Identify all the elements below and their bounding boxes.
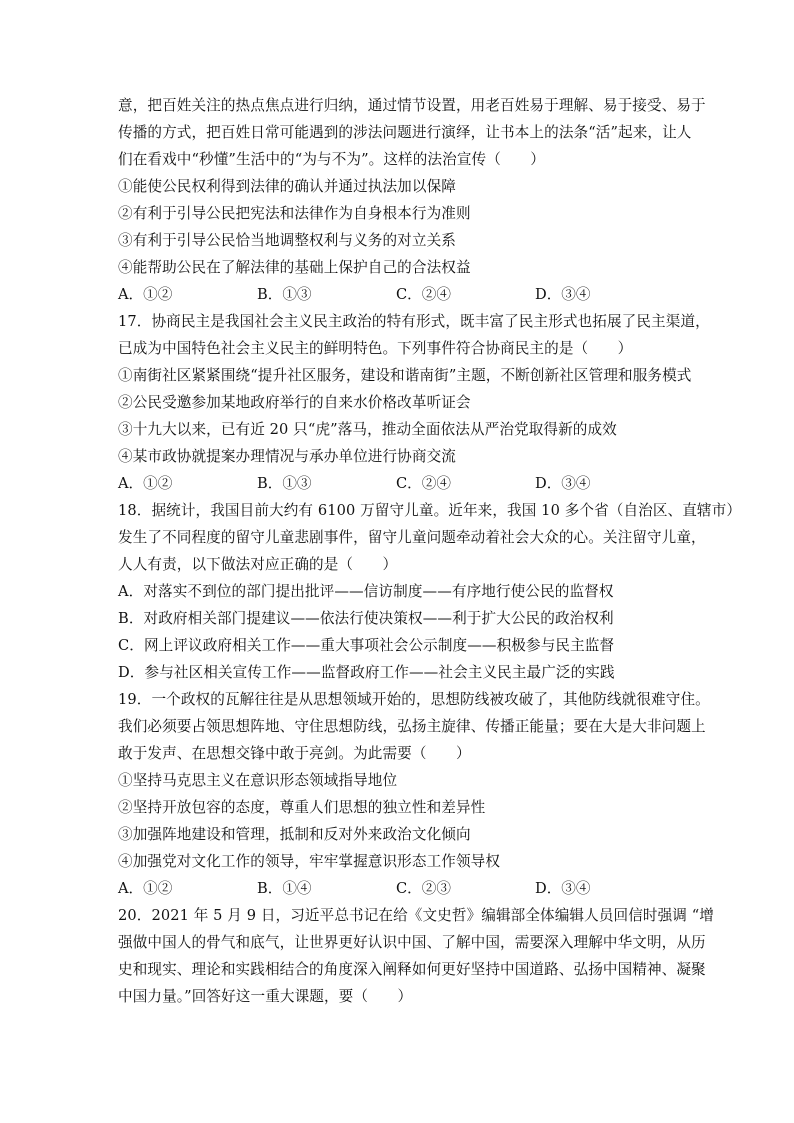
question-19 xyxy=(118,686,710,902)
statement-item: ①能使公民权利得到法律的确认并通过执法加以保障 xyxy=(118,178,456,195)
question-18 xyxy=(118,497,742,686)
question-20 xyxy=(118,902,714,1010)
statement-item: ②坚持开放包容的态度，尊重人们思想的独立性和差异性 xyxy=(118,799,486,816)
option-b: B．①③ xyxy=(257,286,312,303)
question-stem-line: 人人有责，以下做法对应正确的是（ ） xyxy=(118,556,398,573)
option-a: A．①② xyxy=(118,475,173,492)
question-stem-line: 19．一个政权的瓦解往往是从思想领域开始的，思想防线被攻破了，其他防线就很难守住。 xyxy=(118,691,710,708)
question-stem-line: 20．2021 年 5 月 9 日，习近平总书记在给《文史哲》编辑部全体编辑人员回信时强调 “增 xyxy=(118,907,714,924)
option-d: D．③④ xyxy=(535,880,591,897)
statement-item: ①南街社区紧紧围绕“提升社区服务，建设和谐南街”主题，不断创新社区管理和服务模式 xyxy=(118,367,692,384)
question-stem-line: 17．协商民主是我国社会主义民主政治的特有形式，既丰富了民主形式也拓展了民主渠道， xyxy=(118,313,710,330)
statement-item: ④某市政协就提案办理情况与承办单位进行协商交流 xyxy=(118,448,456,465)
question-stem-line: 史和现实、理论和实践相结合的角度深入阐释如何更好坚持中国道路、弘扬中国精神、凝聚 xyxy=(118,961,706,978)
option-d: D．③④ xyxy=(535,475,591,492)
option-a: A．①② xyxy=(118,286,173,303)
question-stem-line: 意，把百姓关注的热点焦点进行归纳，通过情节设置，用老百姓易于理解、易于接受、易于 xyxy=(118,97,706,114)
question-stem-line: 中国力量。”回答好这一重大课题，要（ ） xyxy=(118,988,413,1005)
answer-options xyxy=(118,281,684,308)
option-b: B．对政府相关部门提建议——依法行使决策权——利于扩大公民的政治权利 xyxy=(118,610,614,627)
statement-item: ④加强党对文化工作的领导，牢牢掌握意识形态工作领导权 xyxy=(118,853,501,870)
answer-options xyxy=(118,875,684,902)
option-a: A．①② xyxy=(118,880,173,897)
option-d: D．参与社区相关宣传工作——监督政府工作——社会主义民主最广泛的实践 xyxy=(118,664,615,681)
statement-item: ④能帮助公民在了解法律的基础上保护自己的合法权益 xyxy=(118,259,471,276)
question-stem-line: 18．据统计，我国目前大约有 6100 万留守儿童。近年来，我国 10 多个省（自治区、直辖市） xyxy=(118,502,742,519)
option-b: B．①③ xyxy=(257,475,312,492)
question-stem-line: 已成为中国特色社会主义民主的鲜明特色。下列事件符合协商民主的是（ ） xyxy=(118,340,633,357)
question-stem-line: 我们必须要占领思想阵地、守住思想防线，弘扬主旋律、传播正能量；要在大是大非问题上 xyxy=(118,718,706,735)
question-stem-line: 发生了不同程度的留守儿童悲剧事件，留守儿童问题牵动着社会大众的心。关注留守儿童， xyxy=(118,529,706,546)
question-stem-line: 们在看戏中“秒懂”生活中的“为与不为”。这样的法治宣传（ ） xyxy=(118,151,545,168)
question-stem-line: 传播的方式，把百姓日常可能遇到的涉法问题进行演绎，让书本上的法条“活”起来，让人 xyxy=(118,124,692,141)
statement-item: ②公民受邀参加某地政府举行的自来水价格改革听证会 xyxy=(118,394,471,411)
question-16 xyxy=(118,92,706,308)
answer-options xyxy=(118,470,684,497)
question-stem-line: 强做中国人的骨气和底气，让世界更好认识中国、了解中国，需要深入理解中华文明，从历 xyxy=(118,934,706,951)
option-b: B．①④ xyxy=(257,880,312,897)
option-c: C．②③ xyxy=(396,880,451,897)
question-17 xyxy=(118,308,710,497)
option-c: C．网上评议政府相关工作——重大事项社会公示制度——积极参与民主监督 xyxy=(118,637,615,654)
option-a: A．对落实不到位的部门提出批评——信访制度——有序地行使公民的监督权 xyxy=(118,583,614,600)
statement-item: ③十九大以来，已有近 20 只“虎”落马，推动全面依法从严治党取得新的成效 xyxy=(118,421,617,438)
option-c: C．②④ xyxy=(396,475,451,492)
statement-item: ③有利于引导公民恰当地调整权利与义务的对立关系 xyxy=(118,232,456,249)
option-d: D．③④ xyxy=(535,286,591,303)
statement-item: ②有利于引导公民把宪法和法律作为自身根本行为准则 xyxy=(118,205,471,222)
question-stem-line: 敢于发声、在思想交锋中敢于亮剑。为此需要（ ） xyxy=(118,745,471,762)
exam-page xyxy=(118,92,742,1010)
statement-item: ①坚持马克思主义在意识形态领域指导地位 xyxy=(118,772,398,789)
option-c: C．②④ xyxy=(396,286,451,303)
statement-item: ③加强阵地建设和管理，抵制和反对外来政治文化倾向 xyxy=(118,826,471,843)
